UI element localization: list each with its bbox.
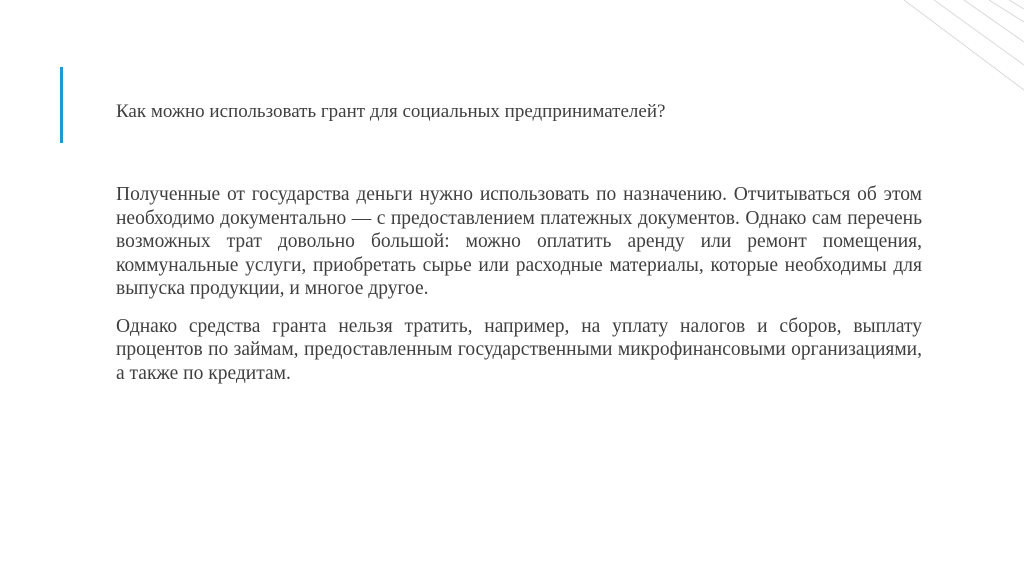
decoration-line	[904, 0, 1024, 90]
slide-heading: Как можно использовать грант для социальных предпринимателей?	[116, 101, 666, 122]
decoration-line	[964, 0, 1024, 42]
decoration-line	[989, 0, 1024, 22]
decoration-line	[1009, 0, 1024, 9]
accent-bar	[60, 67, 63, 143]
paragraph: Полученные от государства деньги нужно использовать по назначению. Отчитываться об этом необходимо документально — с предоставлением платежных документов. Однако сам перечень возможных трат довольно большой: можно оплатить аренду или ремонт помещения, коммунальные услуги, приобретать сырье или расходные материалы, которые необходимы для выпуска продукции, и многое другое.	[116, 184, 922, 299]
slide-body	[116, 183, 922, 399]
corner-decoration	[894, 0, 1024, 110]
paragraph: Однако средства гранта нельзя тратить, например, на уплату налогов и сборов, выплату процентов по займам, предоставленным государственными микрофинансовыми организациями, а также по кредитам.	[116, 315, 922, 384]
